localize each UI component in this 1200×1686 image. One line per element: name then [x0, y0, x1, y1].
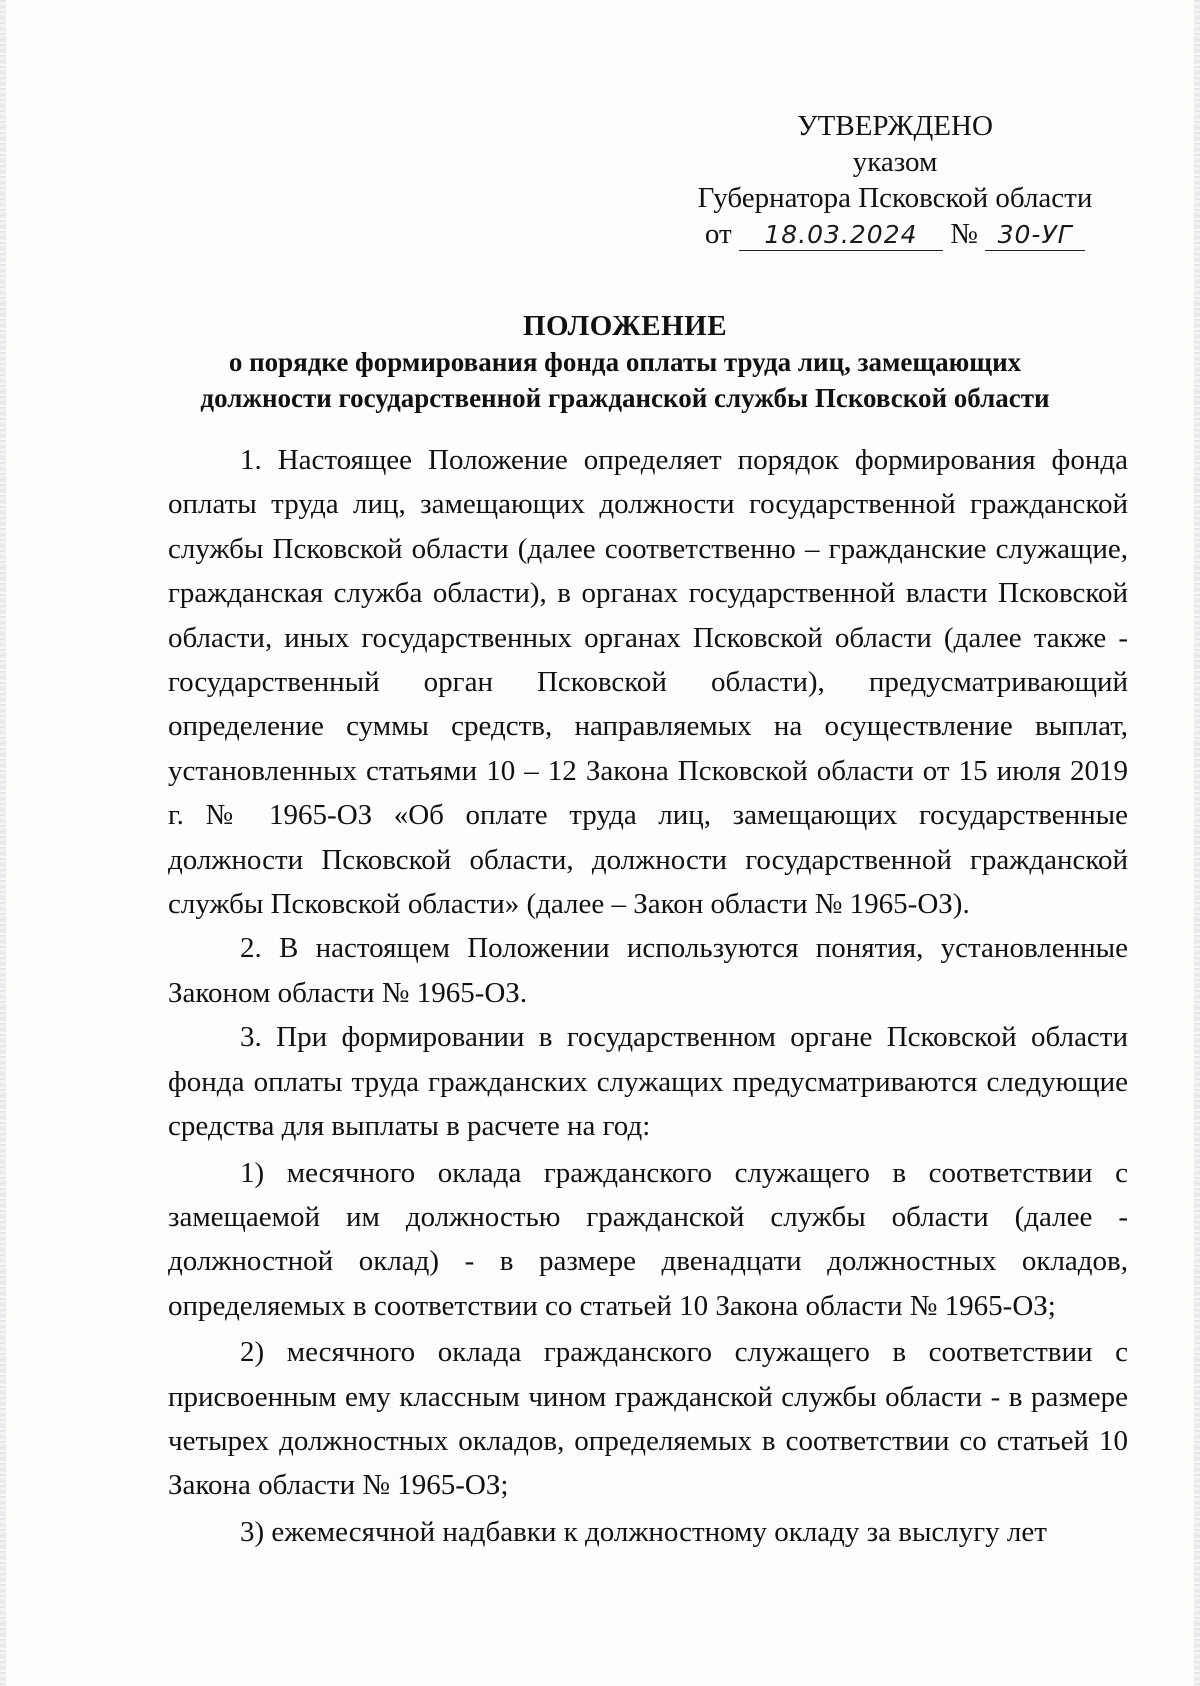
paragraph-3-item-1: 1) месячного оклада гражданского служащего в соответствии с замещаемой им должностью гражданской службы области (далее - должностной оклад) - в размере двенадцати должностных окладов, определяемых в соответствии со статьей 10 Закона области № 1965-ОЗ;	[168, 1156, 1128, 1322]
date-number-line	[660, 216, 1130, 252]
document-title: ПОЛОЖЕНИЕ	[522, 310, 728, 342]
paragraph-1: 1. Настоящее Положение определяет порядок формирования фонда оплаты труда лиц, замещающих должности государственной гражданской службы Псковской области (далее соответственно – гражданские служащие, гражданская служба области), в органах государственной власти Псковской области, иных государственных органах Псковской области (далее также - государственный орган Псковской области), предусматривающий определение суммы средств, направляемых на осуществление выплат, установленных статьями 10 – 12 Закона Псковской области от 15 июля 2019 г. № 1965-ОЗ «Об оплате труда лиц, замещающих государственные должности Псковской области, должности государственной гражданской службы Псковской области» (далее – Закон области № 1965-ОЗ).	[168, 444, 1128, 921]
governor-label: Губернатора Псковской области	[697, 182, 1093, 214]
document-body	[168, 438, 1128, 1554]
scan-edge-right	[1194, 0, 1200, 1686]
document-subtitle-line-2: должности государственной гражданской службы Псковской области	[200, 383, 1050, 413]
approved-label: УТВЕРЖДЕНО	[797, 110, 993, 142]
decree-label: указом	[852, 146, 938, 178]
paragraph-3-item-2: 2) месячного оклада гражданского служащего в соответствии с присвоенным ему классным чином гражданской службы области - в размере четырех должностных окладов, определяемых в соответствии со статьей 10 Закона области № 1965-ОЗ;	[168, 1336, 1128, 1502]
approval-block	[660, 108, 1130, 252]
number-label: №	[950, 218, 978, 250]
document-heading	[150, 308, 1100, 416]
paragraph-3-item-3: 3) ежемесячной надбавки к должностному окладу за выслугу лет	[240, 1515, 1047, 1548]
paragraph-3: 3. При формировании в государственном органе Псковской области фонда оплаты труда гражданских служащих предусматриваются следующие средства для выплаты в расчете на год:	[168, 1021, 1128, 1143]
scan-edge-left	[0, 0, 6, 1686]
handwritten-date: 18.03.2024	[739, 220, 943, 251]
from-label: от	[704, 218, 732, 250]
handwritten-number: 30-УГ	[985, 220, 1085, 251]
document-subtitle-line-1: о порядке формирования фонда оплаты труда лиц, замещающих	[228, 347, 1022, 377]
paragraph-2: 2. В настоящем Положении используются понятия, установленные Законом области № 1965-ОЗ.	[168, 932, 1128, 1009]
